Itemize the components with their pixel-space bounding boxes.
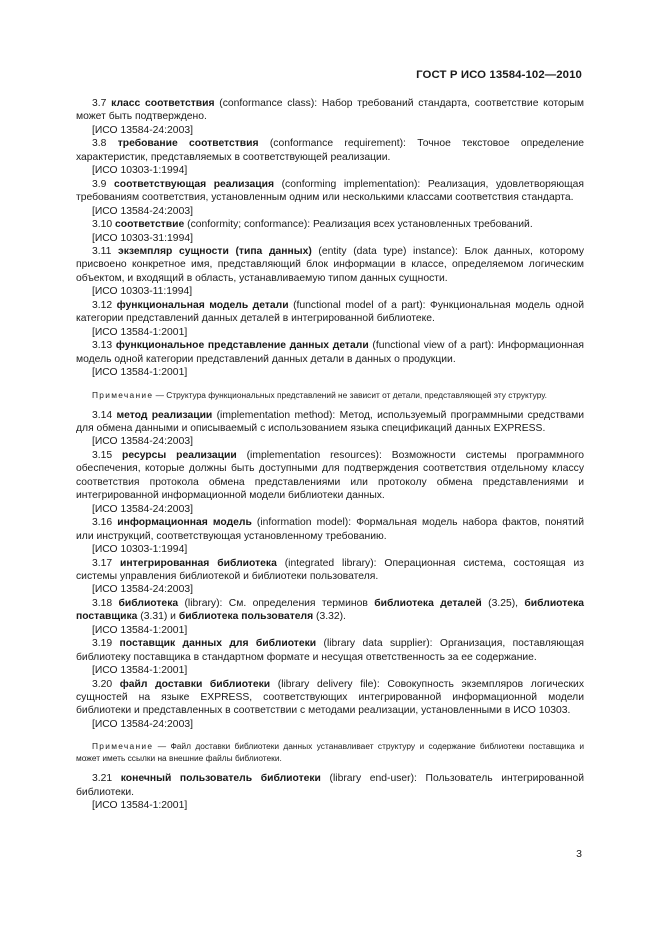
reference-text: [ИСО 10303-1:1994] <box>92 544 188 556</box>
reference-text: [ИСО 10303-11:1994] <box>92 286 193 298</box>
page-number: 3 <box>576 848 582 860</box>
term-name: соответствие <box>115 219 185 231</box>
source-reference <box>76 124 584 137</box>
term-number: 3.15 <box>92 449 113 461</box>
note-paragraph <box>76 740 584 764</box>
note-label: Примечание <box>92 741 154 752</box>
reference-text: [ИСО 13584-1:2001] <box>92 367 188 379</box>
term-definition: (implementation resources): Возможности системы программного обеспечения, которые должны быть доступными для подтверждения соответствия отдельному классу соответствия протокола обмена представлениями или протоколу обмена представлениями и интегрированной информационной модели библиотеки данных. <box>76 449 584 502</box>
term-definition: (conformity; conformance): Реализация всех установленных требований. <box>184 219 533 231</box>
term-number: 3.13 <box>92 340 113 352</box>
source-reference <box>76 285 584 298</box>
term-definition: (library): См. определения терминов <box>178 597 375 609</box>
definition-paragraph <box>76 299 584 326</box>
source-reference <box>76 164 584 177</box>
source-reference <box>76 205 584 218</box>
term-definition: (3.32). <box>313 611 346 623</box>
term-name: соответствующая реализация <box>114 178 274 190</box>
term-number: 3.19 <box>92 638 113 650</box>
term-number: 3.14 <box>92 409 113 421</box>
term-name: функциональное представление данных детали <box>115 340 369 352</box>
source-reference <box>76 664 584 677</box>
reference-text: [ИСО 10303-1:1994] <box>92 165 188 177</box>
reference-text: [ИСО 13584-24:2003] <box>92 205 193 217</box>
term-name: метод реализации <box>116 409 213 421</box>
term-name: интегрированная библиотека <box>120 557 277 569</box>
definition-paragraph <box>76 557 584 584</box>
source-reference <box>76 435 584 448</box>
term-number: 3.18 <box>92 597 113 609</box>
definition-paragraph <box>76 772 584 799</box>
note-label: Примечание <box>92 389 154 400</box>
definition-paragraph <box>76 97 584 124</box>
note-text: — Файл доставки библиотеки данных устанавливает структуру и содержание библиотеки поставщика и может иметь ссылки на внешние файлы библиотеки. <box>76 741 584 764</box>
reference-text: [ИСО 13584-24:2003] <box>92 124 193 136</box>
definition-paragraph <box>76 637 584 664</box>
definition-paragraph <box>76 449 584 503</box>
term-name: информационная модель <box>117 517 252 529</box>
term-definition: (conforming implementation): Реализация, удовлетворяющая требованиям соответствия, установленным одним или несколькими классами соответствия стандарта. <box>76 178 584 204</box>
term-definition: (functional view of a part): Информационная модель одной категории представлений данных детали в данных о продукции. <box>76 340 584 365</box>
term-definition: (functional model of a part): Функциональная модель одной категории представлений данных деталей в интегрированной библиотеке. <box>76 299 585 325</box>
source-reference <box>76 583 584 596</box>
source-reference <box>76 543 584 556</box>
definition-paragraph <box>76 339 584 366</box>
term-name: библиотека <box>118 597 179 609</box>
term-name: файл доставки библиотеки <box>119 678 271 690</box>
reference-text: [ИСО 13584-24:2003] <box>92 503 193 515</box>
document-header: ГОСТ Р ИСО 13584-102—2010 <box>416 69 582 81</box>
term-definition: (entity (data type) instance): Блок данных, которому присвоено конкретное имя, представляющий блок информации в классе, определяемом логическим объектом, и входящий в область, устанавливаемую типом данных сущности. <box>76 245 585 284</box>
definitions-list <box>76 97 584 813</box>
term-name: экземпляр сущности (типа данных) <box>118 245 312 257</box>
reference-text: [ИСО 10303-31:1994] <box>92 232 193 244</box>
term-name: требование соответствия <box>117 138 259 150</box>
source-reference <box>76 503 584 516</box>
definition-paragraph <box>76 516 584 543</box>
term-definition: (information model): Формальная модель набора фактов, понятий или инструкций, соответствующая установленному требованию. <box>76 517 584 542</box>
note-paragraph <box>76 389 584 401</box>
term-definition: (integrated library): Операционная система, состоящая из системы управления библиотекой и библиотеки пользователя. <box>76 557 584 582</box>
definition-paragraph <box>76 218 584 231</box>
term-reference: библиотека деталей <box>374 597 482 609</box>
source-reference <box>76 232 584 245</box>
reference-text: [ИСО 13584-24:2003] <box>92 436 193 448</box>
reference-text: [ИСО 13584-24:2003] <box>92 584 193 596</box>
term-definition: (conformance requirement): Точное текстовое определение характеристик, представляемых в соответствующей реализации. <box>76 138 584 163</box>
term-number: 3.8 <box>92 138 107 150</box>
term-definition: (implementation method): Метод, используемый программными средствами для обмена данными и описываемый с использованием языка спецификаций данных EXPRESS. <box>76 409 585 434</box>
reference-text: [ИСО 13584-1:2001] <box>92 800 188 812</box>
term-reference: библиотека поставщика <box>76 597 584 623</box>
term-definition: (3.25), <box>481 597 525 609</box>
source-reference <box>76 326 584 339</box>
source-reference <box>76 718 584 731</box>
definition-paragraph <box>76 409 584 436</box>
term-number: 3.21 <box>92 773 113 785</box>
source-reference <box>76 799 584 812</box>
term-name: поставщик данных для библиотеки <box>119 638 317 650</box>
term-name: конечный пользователь библиотеки <box>120 773 321 785</box>
definition-paragraph <box>76 178 584 205</box>
term-definition: (3.31) и <box>137 611 179 623</box>
term-number: 3.12 <box>92 299 113 311</box>
term-definition: (library end-user): Пользователь интегрированной библиотеки. <box>76 773 584 798</box>
definition-paragraph <box>76 678 584 718</box>
term-number: 3.11 <box>92 245 112 257</box>
definition-paragraph <box>76 137 584 164</box>
term-name: ресурсы реализации <box>122 449 237 461</box>
reference-text: [ИСО 13584-1:2001] <box>92 624 188 636</box>
reference-text: [ИСО 13584-1:2001] <box>92 326 188 338</box>
note-text: — Структура функциональных представлений не зависит от детали, представляющей эту структуру. <box>155 389 547 400</box>
term-number: 3.9 <box>92 178 107 190</box>
term-definition: (library delivery file): Совокупность экземпляров логических сущностей на языке EXPRESS, соответствующих интегрированной информационной модели библиотеки и представленных в соответствии с методами реализации, установленными в ИСО 10303. <box>76 678 584 717</box>
term-number: 3.16 <box>92 517 113 529</box>
term-name: функциональная модель детали <box>116 299 289 311</box>
reference-text: [ИСО 13584-1:2001] <box>92 665 188 677</box>
term-reference: библиотека пользователя <box>178 611 314 623</box>
definition-paragraph <box>76 597 584 624</box>
term-definition: (conformance class): Набор требований стандарта, соответствие которым может быть подтверждено. <box>76 98 585 123</box>
term-number: 3.20 <box>92 678 113 690</box>
definition-paragraph <box>76 245 584 285</box>
term-name: класс соответствия <box>111 98 215 109</box>
source-reference <box>76 366 584 379</box>
term-number: 3.10 <box>92 219 113 231</box>
source-reference <box>76 624 584 637</box>
term-number: 3.7 <box>92 98 107 109</box>
term-definition: (library data supplier): Организация, поставляющая библиотеку поставщика в стандартном формате и несущая ответственность за ее содержание. <box>76 638 584 663</box>
term-number: 3.17 <box>92 557 113 569</box>
reference-text: [ИСО 13584-24:2003] <box>92 718 193 730</box>
